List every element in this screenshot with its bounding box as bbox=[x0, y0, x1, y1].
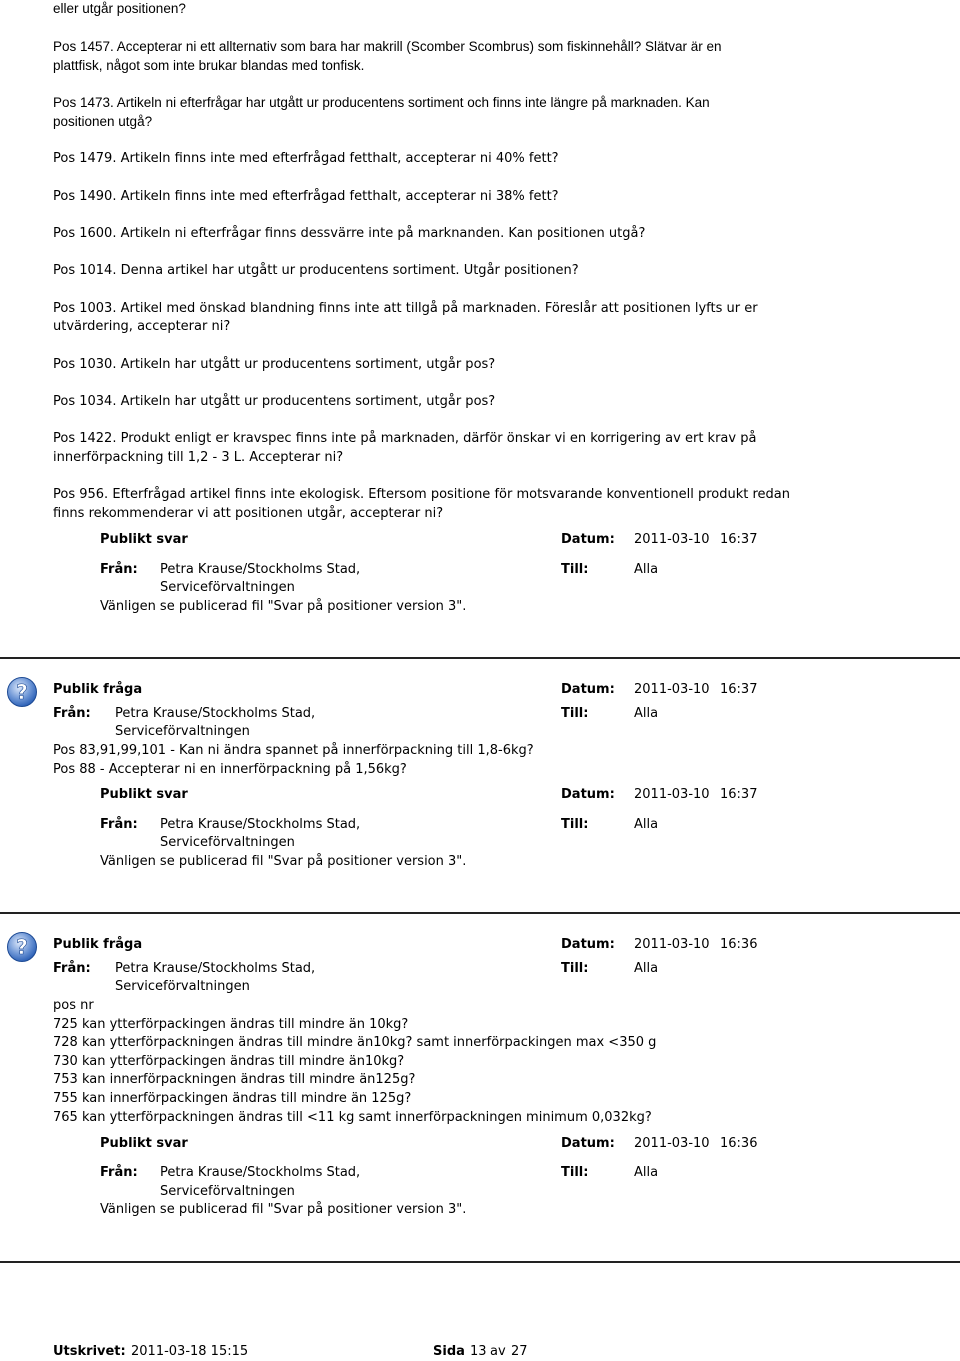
date-value: 2011-03-10 bbox=[634, 1136, 710, 1151]
question-line: Pos 88 - Accepterar ni en innerförpackning på 1,56kg? bbox=[53, 762, 407, 777]
question-line: 755 kan innerförpackingen ändras till mindre än 125g? bbox=[53, 1091, 412, 1106]
page-label: Sida bbox=[433, 1344, 465, 1359]
to-label: Till: bbox=[561, 706, 589, 721]
date-value: 2011-03-10 bbox=[634, 532, 710, 547]
printed-value: 2011-03-18 15:15 bbox=[131, 1344, 249, 1359]
text-line: eller utgår positionen? bbox=[53, 1, 186, 16]
question-line: 728 kan ytterförpackningen ändras till mindre än10kg? samt innerförpackingen max <350 g bbox=[53, 1035, 657, 1050]
answer-body: Vänligen se publicerad fil "Svar på positioner version 3". bbox=[100, 1202, 467, 1217]
from-value-line2: Serviceförvaltningen bbox=[115, 724, 250, 739]
to-value: Alla bbox=[634, 961, 659, 976]
to-value: Alla bbox=[634, 706, 659, 721]
date-value: 2011-03-10 bbox=[634, 787, 710, 802]
to-label: Till: bbox=[561, 817, 589, 832]
to-value: Alla bbox=[634, 817, 659, 832]
question-line: pos nr bbox=[53, 998, 94, 1013]
from-value-line2: Serviceförvaltningen bbox=[160, 580, 295, 595]
from-value: Petra Krause/Stockholms Stad, bbox=[160, 562, 361, 577]
from-label: Från: bbox=[53, 961, 91, 976]
text-line: Pos 1034. Artikeln har utgått ur producentens sortiment, utgår pos? bbox=[53, 394, 496, 409]
answer-heading: Publikt svar bbox=[100, 787, 188, 802]
from-label: Från: bbox=[53, 706, 91, 721]
question-mark-icon bbox=[6, 931, 38, 963]
to-label: Till: bbox=[561, 1165, 589, 1180]
text-line: Pos 1422. Produkt enligt er kravspec finns inte på marknaden, därför önskar vi en korrigering av ert krav på bbox=[53, 431, 757, 446]
time-value: 16:37 bbox=[720, 787, 758, 802]
to-label: Till: bbox=[561, 961, 589, 976]
from-value-line2: Serviceförvaltningen bbox=[115, 979, 250, 994]
text-line: Pos 1479. Artikeln finns inte med efterfrågad fetthalt, accepterar ni 40% fett? bbox=[53, 151, 559, 166]
svg-text:?: ? bbox=[16, 680, 28, 704]
text-line: utvärdering, accepterar ni? bbox=[53, 319, 231, 334]
text-line: Pos 956. Efterfrågad artikel finns inte ekologisk. Eftersom positione för motsvarande konventionell produkt redan bbox=[53, 487, 791, 502]
to-label: Till: bbox=[561, 562, 589, 577]
page-number: 13 bbox=[470, 1344, 487, 1359]
question-line: 753 kan innerförpackningen ändras till mindre än125g? bbox=[53, 1072, 416, 1087]
date-label: Datum: bbox=[561, 787, 615, 802]
question-heading: Publik fråga bbox=[53, 682, 143, 697]
from-value-line2: Serviceförvaltningen bbox=[160, 1184, 295, 1199]
question-line: 725 kan ytterförpackingen ändras till mindre än 10kg? bbox=[53, 1017, 409, 1032]
text-line: plattfisk, något som inte brukar blandas med tonfisk. bbox=[53, 58, 365, 73]
text-line: Pos 1600. Artikeln ni efterfrågar finns dessvärre inte på marknanden. Kan positionen utgå? bbox=[53, 226, 646, 241]
question-line: Pos 83,91,99,101 - Kan ni ändra spannet på innerförpackning till 1,8-6kg? bbox=[53, 743, 534, 758]
text-line: Pos 1457. Accepterar ni ett allternativ som bara har makrill (Scomber Scombrus) som fiskinnehåll? Slätvar är en bbox=[53, 39, 722, 54]
text-line: Pos 1030. Artikeln har utgått ur producentens sortiment, utgår pos? bbox=[53, 357, 496, 372]
time-value: 16:37 bbox=[720, 682, 758, 697]
date-label: Datum: bbox=[561, 937, 615, 952]
text-line: innerförpackning till 1,2 - 3 L. Accepterar ni? bbox=[53, 450, 344, 465]
section-divider bbox=[0, 657, 960, 659]
question-line: 730 kan ytterförpackingen ändras till mindre än10kg? bbox=[53, 1054, 405, 1069]
date-label: Datum: bbox=[561, 532, 615, 547]
time-value: 16:37 bbox=[720, 532, 758, 547]
date-value: 2011-03-10 bbox=[634, 682, 710, 697]
text-line: finns rekommenderar vi att positionen utgår, accepterar ni? bbox=[53, 506, 444, 521]
to-value: Alla bbox=[634, 562, 659, 577]
question-line: 765 kan ytterförpackningen ändras till <11 kg samt innerförpackningen minimum 0,032kg? bbox=[53, 1110, 652, 1125]
question-mark-icon bbox=[6, 676, 38, 708]
time-value: 16:36 bbox=[720, 937, 758, 952]
section-divider bbox=[0, 1261, 960, 1263]
section-divider bbox=[0, 912, 960, 914]
time-value: 16:36 bbox=[720, 1136, 758, 1151]
printed-label: Utskrivet: bbox=[53, 1344, 126, 1359]
from-value: Petra Krause/Stockholms Stad, bbox=[160, 817, 361, 832]
date-label: Datum: bbox=[561, 682, 615, 697]
text-line: Pos 1473. Artikeln ni efterfrågar har utgått ur producentens sortiment och finns inte längre på marknaden. Kan bbox=[53, 95, 710, 110]
answer-body: Vänligen se publicerad fil "Svar på positioner version 3". bbox=[100, 599, 467, 614]
page-of: av bbox=[490, 1344, 506, 1359]
answer-body: Vänligen se publicerad fil "Svar på positioner version 3". bbox=[100, 854, 467, 869]
from-value: Petra Krause/Stockholms Stad, bbox=[160, 1165, 361, 1180]
from-label: Från: bbox=[100, 1165, 138, 1180]
svg-text:?: ? bbox=[16, 935, 28, 959]
text-line: Pos 1003. Artikel med önskad blandning finns inte att tillgå på marknaden. Föreslår att positionen lyfts ur er bbox=[53, 301, 758, 316]
date-label: Datum: bbox=[561, 1136, 615, 1151]
from-value: Petra Krause/Stockholms Stad, bbox=[115, 961, 316, 976]
from-value-line2: Serviceförvaltningen bbox=[160, 835, 295, 850]
question-heading: Publik fråga bbox=[53, 937, 143, 952]
date-value: 2011-03-10 bbox=[634, 937, 710, 952]
answer-heading: Publikt svar bbox=[100, 532, 188, 547]
text-line: Pos 1014. Denna artikel har utgått ur producentens sortiment. Utgår positionen? bbox=[53, 263, 579, 278]
text-line: Pos 1490. Artikeln finns inte med efterfrågad fetthalt, accepterar ni 38% fett? bbox=[53, 189, 559, 204]
answer-heading: Publikt svar bbox=[100, 1136, 188, 1151]
from-label: Från: bbox=[100, 817, 138, 832]
to-value: Alla bbox=[634, 1165, 659, 1180]
page-total: 27 bbox=[511, 1344, 528, 1359]
from-value: Petra Krause/Stockholms Stad, bbox=[115, 706, 316, 721]
text-line: positionen utgå? bbox=[53, 114, 153, 129]
from-label: Från: bbox=[100, 562, 138, 577]
